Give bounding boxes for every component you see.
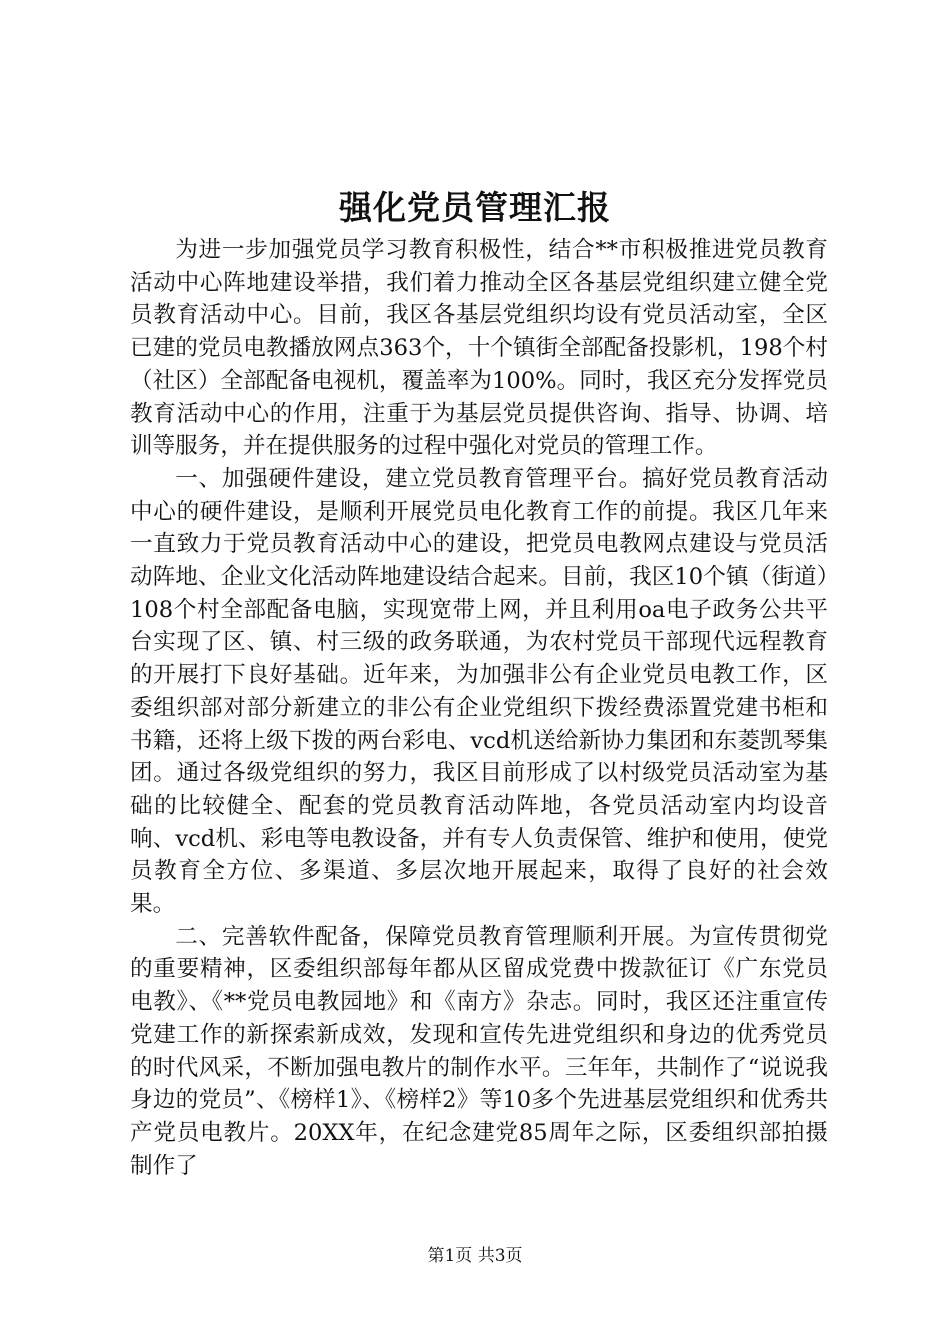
page-footer: 第1页 共3页 [427,1246,523,1266]
paragraph-software: 二、完善软件配备，保障党员教育管理顺利开展。为宣传贯彻党的重要精神，区委组织部每年都从区留成党费中拨款征订《广东党员电教》、《**党员电教园地》和《南方》杂志。同时，我区还注重宣传党建工作的新探索新成效，发现和宣传先进党组织和身边的优秀党员的时代风采，不断加强电教片的制作水平。三年年，共制作了“说说我身边的党员”、《榜样1》、《榜样2》等10多个先进基层党组织和优秀共产党员电教片。20XX年，在纪念建党85周年之际，区委组织部拍摄制作了 [130,923,828,1179]
document-body [130,234,828,1182]
paragraph-hardware: 一、加强硬件建设，建立党员教育管理平台。搞好党员教育活动中心的硬件建设，是顺利开展党员电化教育工作的前提。我区几年来一直致力于党员教育活动中心的建设，把党员电教网点建设与党员活动阵地、企业文化活动阵地建设结合起来。目前，我区10个镇（街道）108个村全部配备电脑，实现宽带上网，并且利用oa电子政务公共平台实现了区、镇、村三级的政务联通，为农村党员干部现代远程教育的开展打下良好基础。近年来，为加强非公有企业党员电教工作，区委组织部对部分新建立的非公有企业党组织下拨经费添置党建书柜和书籍，还将上级下拨的两台彩电、vcd机送给新协力集团和东菱凯琴集团。通过各级党组织的努力，我区目前形成了以村级党员活动室为基础的比较健全、配套的党员教育活动阵地，各党员活动室内均设音响、vcd机、彩电等电教设备，并有专人负责保管、维护和使用，使党员教育全方位、多渠道、多层次地开展起来，取得了良好的社会效果。 [130,465,828,918]
paragraph-intro: 为进一步加强党员学习教育积极性，结合**市积极推进党员教育活动中心阵地建设举措，我们着力推动全区各基层党组织建立健全党员教育活动中心。目前，我区各基层党组织均设有党员活动室，全区已建的党员电教播放网点363个，十个镇街全部配备投影机，198个村（社区）全部配备电视机，覆盖率为100%。同时，我区充分发挥党员教育活动中心的作用，注重于为基层党员提供咨询、指导、协调、培训等服务，并在提供服务的过程中强化对党员的管理工作。 [130,237,828,460]
document-title: 强化党员管理汇报 [339,188,611,227]
